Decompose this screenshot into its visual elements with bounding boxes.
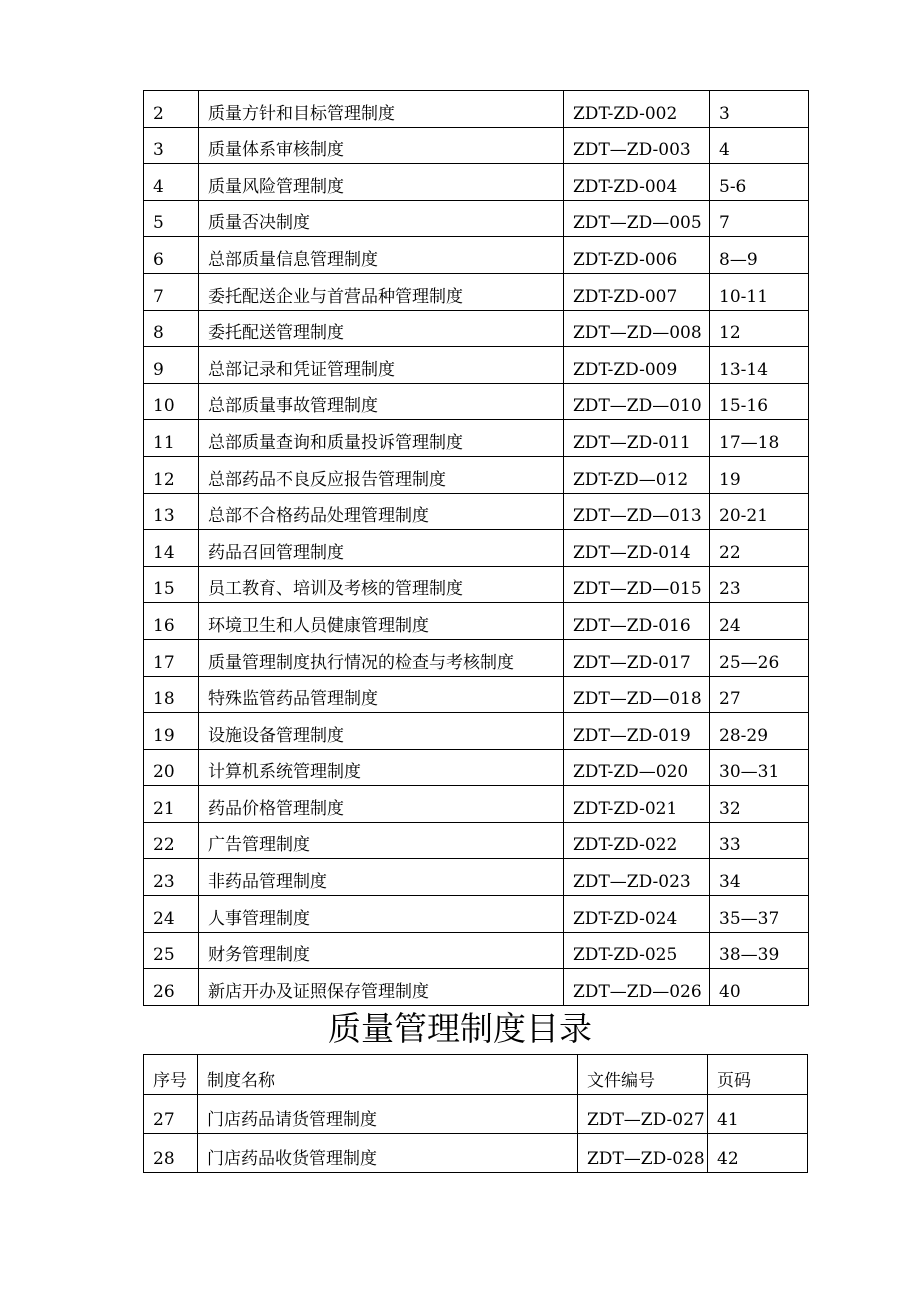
table-row [144,127,809,164]
table-row [144,1134,808,1173]
cell-code: ZDT-ZD-022 [564,822,710,859]
cell-no: 18 [144,676,199,713]
cell-pages: 34 [710,859,809,896]
cell-no: 23 [144,859,199,896]
document-title: 质量管理制度目录 [328,1009,592,1048]
cell-no: 14 [144,530,199,567]
table-row [144,676,809,713]
cell-no: 6 [144,237,199,274]
cell-pages: 41 [708,1095,808,1134]
cell-name: 药品价格管理制度 [199,786,564,823]
cell-code: ZDT—ZD-016 [564,603,710,640]
cell-pages: 32 [710,786,809,823]
cell-no: 27 [144,1095,198,1134]
header-pages: 页码 [708,1055,808,1095]
table-row [144,566,809,603]
table-row [144,969,809,1006]
table-row [144,713,809,750]
table-row [144,420,809,457]
cell-name: 设施设备管理制度 [199,713,564,750]
table-header-row [144,1055,808,1095]
cell-name: 门店药品收货管理制度 [198,1134,578,1173]
table-row [144,1095,808,1134]
cell-code: ZDT—ZD—010 [564,383,710,420]
table-row [144,310,809,347]
cell-code: ZDT—ZD-017 [564,639,710,676]
table-row [144,859,809,896]
cell-pages: 30—31 [710,749,809,786]
cell-code: ZDT-ZD-021 [564,786,710,823]
cell-no: 21 [144,786,199,823]
cell-pages: 7 [710,200,809,237]
cell-no: 9 [144,347,199,384]
table-row [144,896,809,933]
cell-no: 28 [144,1134,198,1173]
table-row [144,493,809,530]
header-name: 制度名称 [198,1055,578,1095]
table-row [144,91,809,128]
cell-no: 25 [144,932,199,969]
cell-no: 24 [144,896,199,933]
table-row [144,822,809,859]
cell-pages: 22 [710,530,809,567]
cell-code: ZDT—ZD—005 [564,200,710,237]
cell-no: 8 [144,310,199,347]
cell-name: 质量管理制度执行情况的检查与考核制度 [199,639,564,676]
cell-pages: 12 [710,310,809,347]
policy-table-body [144,91,809,1006]
cell-pages: 23 [710,566,809,603]
table-row [144,200,809,237]
cell-pages: 17—18 [710,420,809,457]
cell-name: 总部药品不良反应报告管理制度 [199,456,564,493]
cell-no: 7 [144,273,199,310]
cell-name: 新店开办及证照保存管理制度 [199,969,564,1006]
cell-pages: 28-29 [710,713,809,750]
cell-name: 特殊监管药品管理制度 [199,676,564,713]
table-row [144,786,809,823]
cell-code: ZDT—ZD—013 [564,493,710,530]
cell-no: 5 [144,200,199,237]
cell-no: 2 [144,91,199,128]
cell-no: 17 [144,639,199,676]
cell-pages: 24 [710,603,809,640]
cell-no: 4 [144,164,199,201]
cell-no: 16 [144,603,199,640]
table-row [144,639,809,676]
cell-no: 13 [144,493,199,530]
table-row [144,456,809,493]
cell-code: ZDT—ZD-014 [564,530,710,567]
cell-code: ZDT—ZD-011 [564,420,710,457]
table-row [144,530,809,567]
cell-code: ZDT—ZD—026 [564,969,710,1006]
policy-catalog-body [144,1095,808,1173]
cell-pages: 8—9 [710,237,809,274]
policy-table [143,90,809,1006]
table-row [144,749,809,786]
cell-name: 质量风险管理制度 [199,164,564,201]
cell-no: 10 [144,383,199,420]
cell-code: ZDT-ZD-002 [564,91,710,128]
cell-pages: 20-21 [710,493,809,530]
cell-name: 非药品管理制度 [199,859,564,896]
table-row [144,273,809,310]
cell-name: 总部质量信息管理制度 [199,237,564,274]
cell-code: ZDT-ZD—012 [564,456,710,493]
cell-no: 19 [144,713,199,750]
cell-pages: 15-16 [710,383,809,420]
cell-name: 财务管理制度 [199,932,564,969]
policy-catalog-table [143,1054,808,1173]
table-row [144,603,809,640]
cell-code: ZDT-ZD-025 [564,932,710,969]
cell-code: ZDT—ZD-028 [578,1134,708,1173]
cell-no: 12 [144,456,199,493]
cell-pages: 13-14 [710,347,809,384]
table-row [144,932,809,969]
cell-name: 广告管理制度 [199,822,564,859]
cell-name: 质量否决制度 [199,200,564,237]
cell-name: 质量体系审核制度 [199,127,564,164]
cell-pages: 3 [710,91,809,128]
cell-name: 人事管理制度 [199,896,564,933]
cell-name: 计算机系统管理制度 [199,749,564,786]
cell-name: 总部不合格药品处理管理制度 [199,493,564,530]
cell-code: ZDT—ZD-027 [578,1095,708,1134]
cell-code: ZDT—ZD—015 [564,566,710,603]
table-row [144,383,809,420]
cell-no: 15 [144,566,199,603]
cell-code: ZDT-ZD-004 [564,164,710,201]
cell-name: 总部质量查询和质量投诉管理制度 [199,420,564,457]
cell-pages: 27 [710,676,809,713]
cell-code: ZDT—ZD-023 [564,859,710,896]
cell-name: 委托配送管理制度 [199,310,564,347]
cell-code: ZDT—ZD-003 [564,127,710,164]
cell-pages: 42 [708,1134,808,1173]
cell-name: 环境卫生和人员健康管理制度 [199,603,564,640]
cell-pages: 10-11 [710,273,809,310]
cell-name: 委托配送企业与首营品种管理制度 [199,273,564,310]
cell-name: 门店药品请货管理制度 [198,1095,578,1134]
cell-code: ZDT-ZD-007 [564,273,710,310]
cell-code: ZDT—ZD-019 [564,713,710,750]
cell-pages: 35—37 [710,896,809,933]
cell-no: 22 [144,822,199,859]
cell-no: 26 [144,969,199,1006]
cell-code: ZDT-ZD-006 [564,237,710,274]
cell-pages: 33 [710,822,809,859]
table-row [144,237,809,274]
cell-pages: 40 [710,969,809,1006]
table-row [144,347,809,384]
cell-pages: 38—39 [710,932,809,969]
header-no: 序号 [144,1055,198,1095]
cell-pages: 5-6 [710,164,809,201]
cell-name: 药品召回管理制度 [199,530,564,567]
cell-pages: 25—26 [710,639,809,676]
header-code: 文件编号 [578,1055,708,1095]
cell-name: 员工教育、培训及考核的管理制度 [199,566,564,603]
cell-no: 20 [144,749,199,786]
cell-pages: 19 [710,456,809,493]
cell-code: ZDT—ZD—008 [564,310,710,347]
cell-name: 总部质量事故管理制度 [199,383,564,420]
cell-pages: 4 [710,127,809,164]
table-row [144,164,809,201]
cell-no: 11 [144,420,199,457]
cell-code: ZDT-ZD-009 [564,347,710,384]
cell-code: ZDT-ZD—020 [564,749,710,786]
cell-code: ZDT-ZD-024 [564,896,710,933]
cell-name: 质量方针和目标管理制度 [199,91,564,128]
cell-name: 总部记录和凭证管理制度 [199,347,564,384]
cell-code: ZDT—ZD—018 [564,676,710,713]
cell-no: 3 [144,127,199,164]
